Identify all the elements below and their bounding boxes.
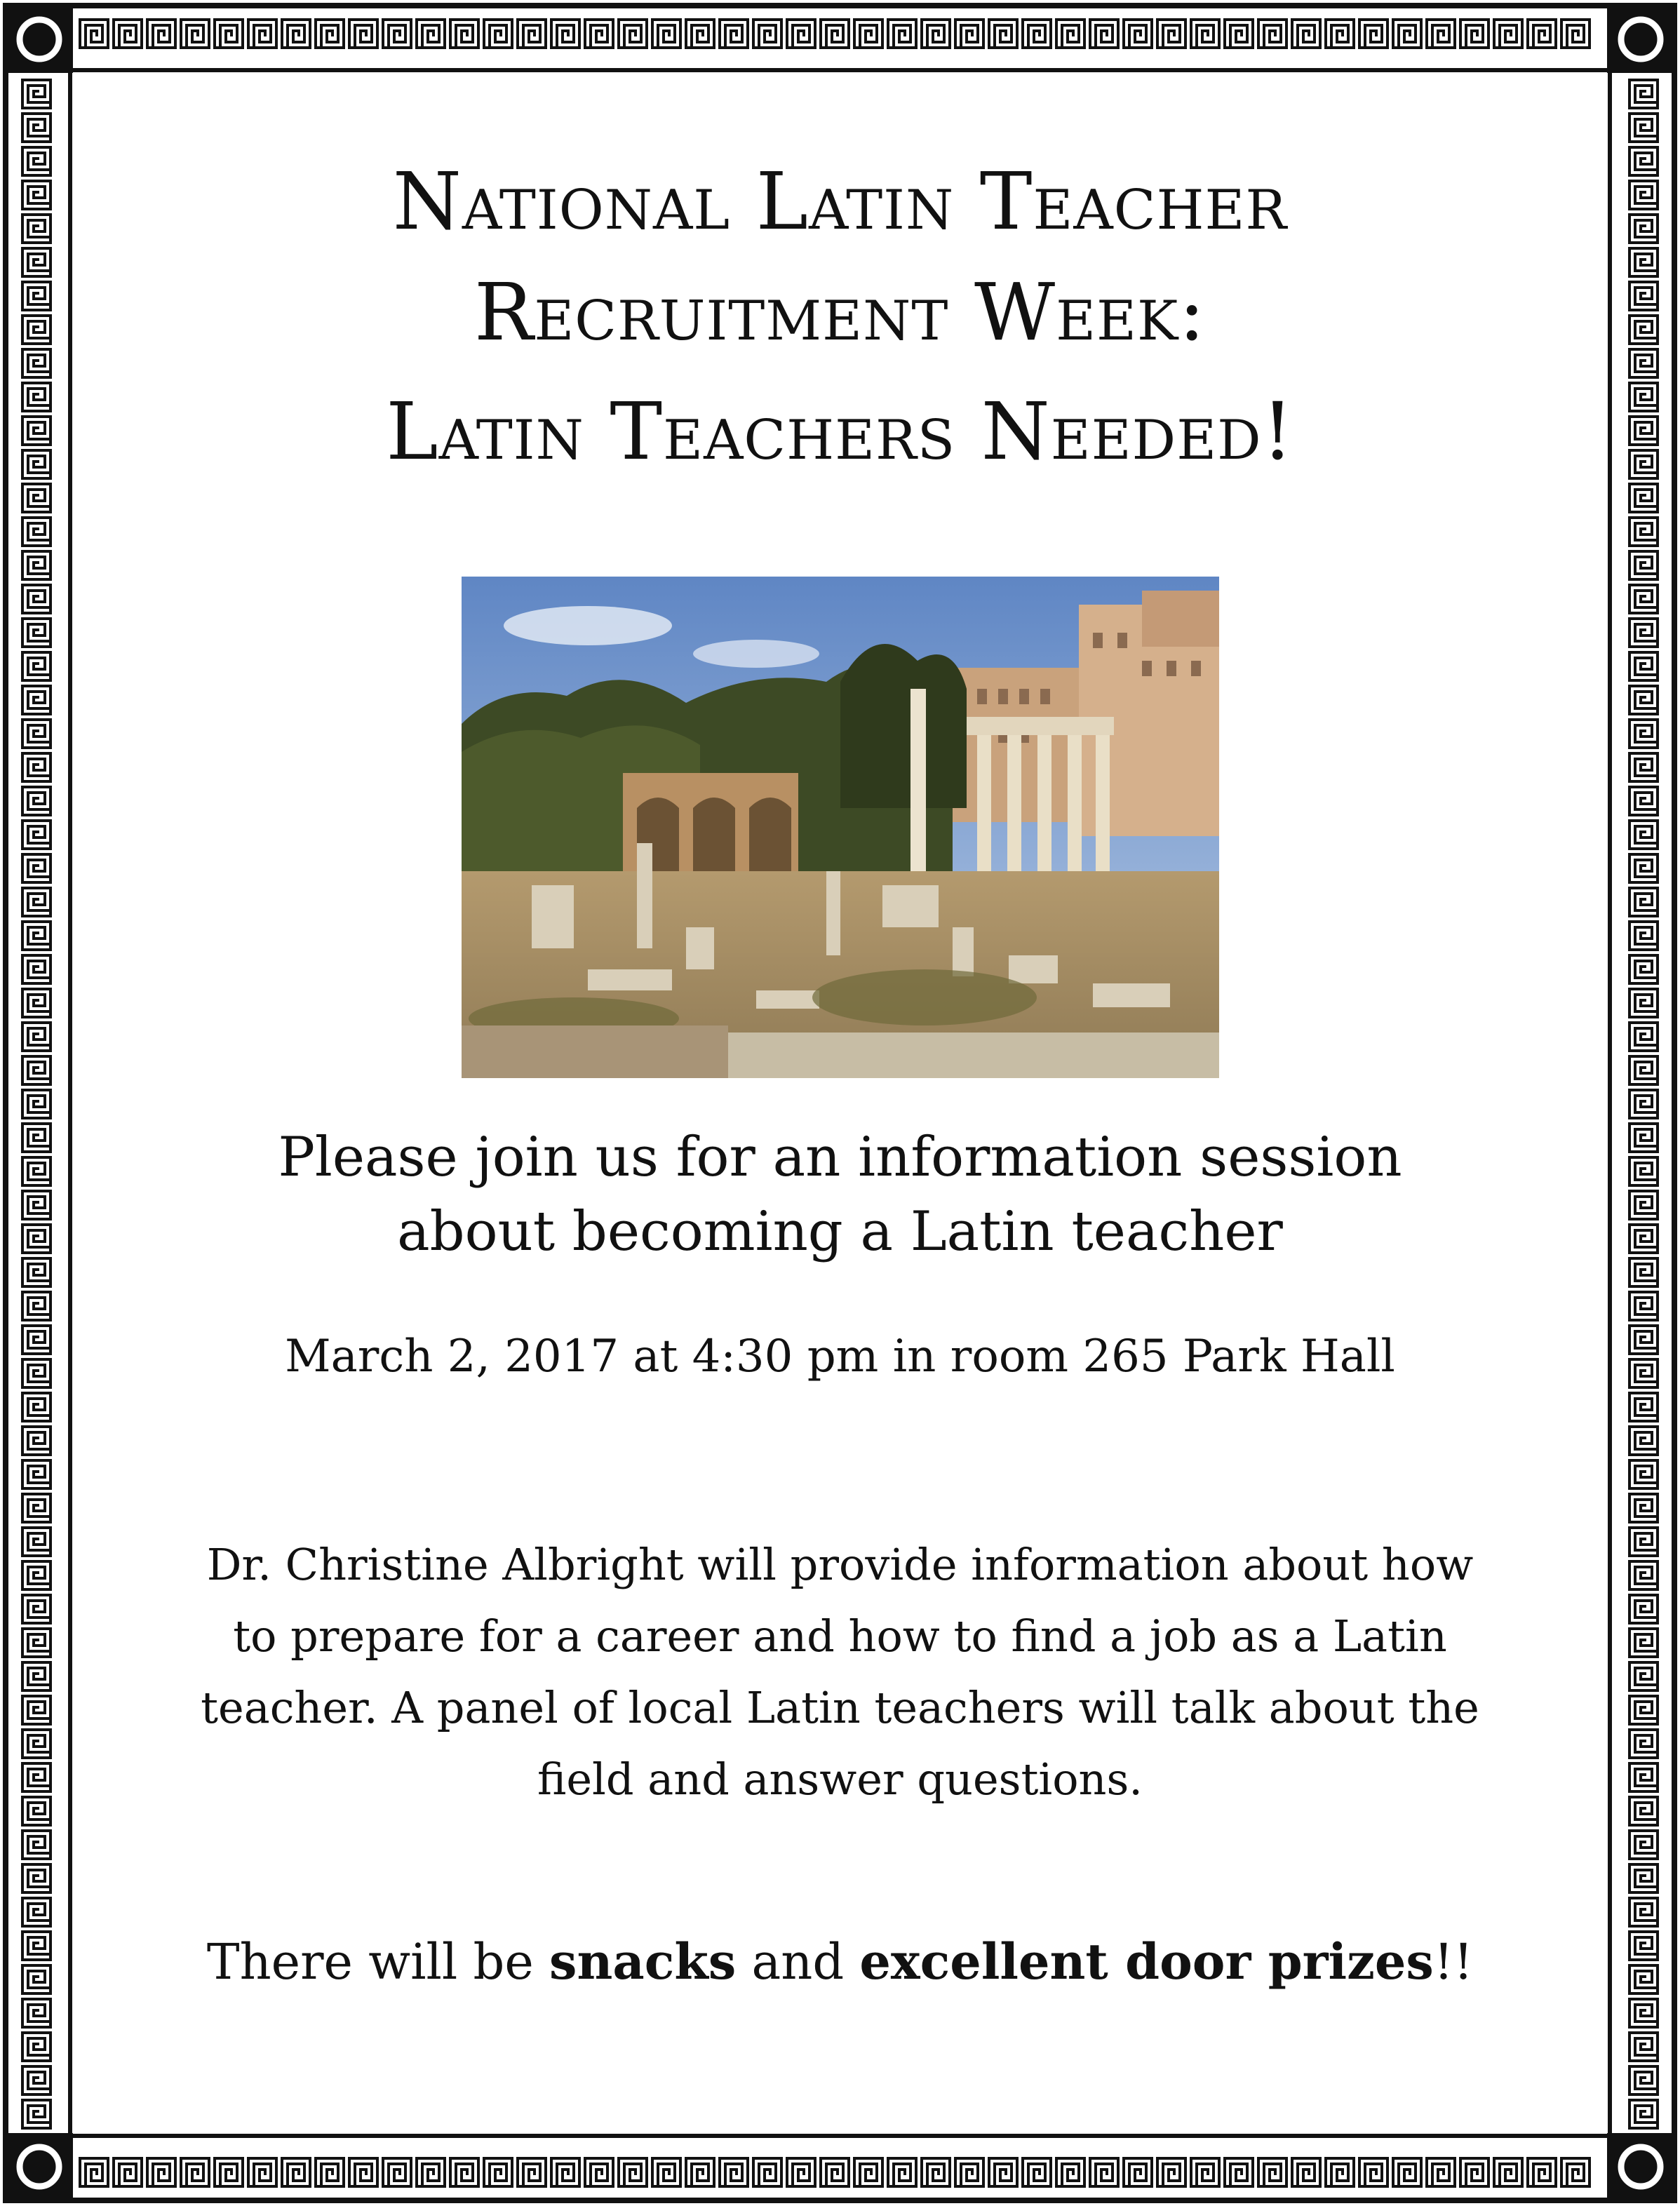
description-line-3: teacher. A panel of local Latin teachers will talk about the xyxy=(201,1682,1479,1733)
session-line-2: about becoming a Latin teacher xyxy=(397,1200,1283,1263)
border-right xyxy=(1629,80,1658,2128)
border-left xyxy=(22,80,51,2128)
corner-ornament-bottom-right xyxy=(1607,2133,1674,2200)
corner-ornament-top-left xyxy=(6,6,73,73)
description-line-4: field and answer questions. xyxy=(537,1754,1143,1805)
headline-line-2: Recruitment Week: xyxy=(474,267,1206,358)
corner-ornament-top-right xyxy=(1607,6,1674,73)
event-date-location: March 2, 2017 at 4:30 pm in room 265 Park Hall xyxy=(285,1331,1395,1383)
roman-forum-photo xyxy=(462,577,1219,1078)
description-line-2: to prepare for a career and how to find a job as a Latin xyxy=(233,1610,1447,1662)
prizes-line xyxy=(98,1930,1582,1993)
description-line-1: Dr. Christine Albright will provide information about how xyxy=(206,1539,1474,1590)
prizes-lead: There will be xyxy=(206,1933,550,1991)
headline-line-3: Latin Teachers Needed! xyxy=(386,386,1294,478)
corner-ornament-bottom-left xyxy=(6,2133,73,2200)
prizes-door-prizes: excellent door prizes xyxy=(859,1932,1434,1991)
headline-line-1: National Latin Teacher xyxy=(392,156,1288,248)
session-line-1: Please join us for an information session xyxy=(278,1126,1402,1189)
prizes-snacks: snacks xyxy=(549,1932,737,1991)
prizes-and: and xyxy=(736,1933,860,1991)
flyer-content xyxy=(98,0,1582,2206)
prizes-tail: !! xyxy=(1433,1933,1474,1991)
